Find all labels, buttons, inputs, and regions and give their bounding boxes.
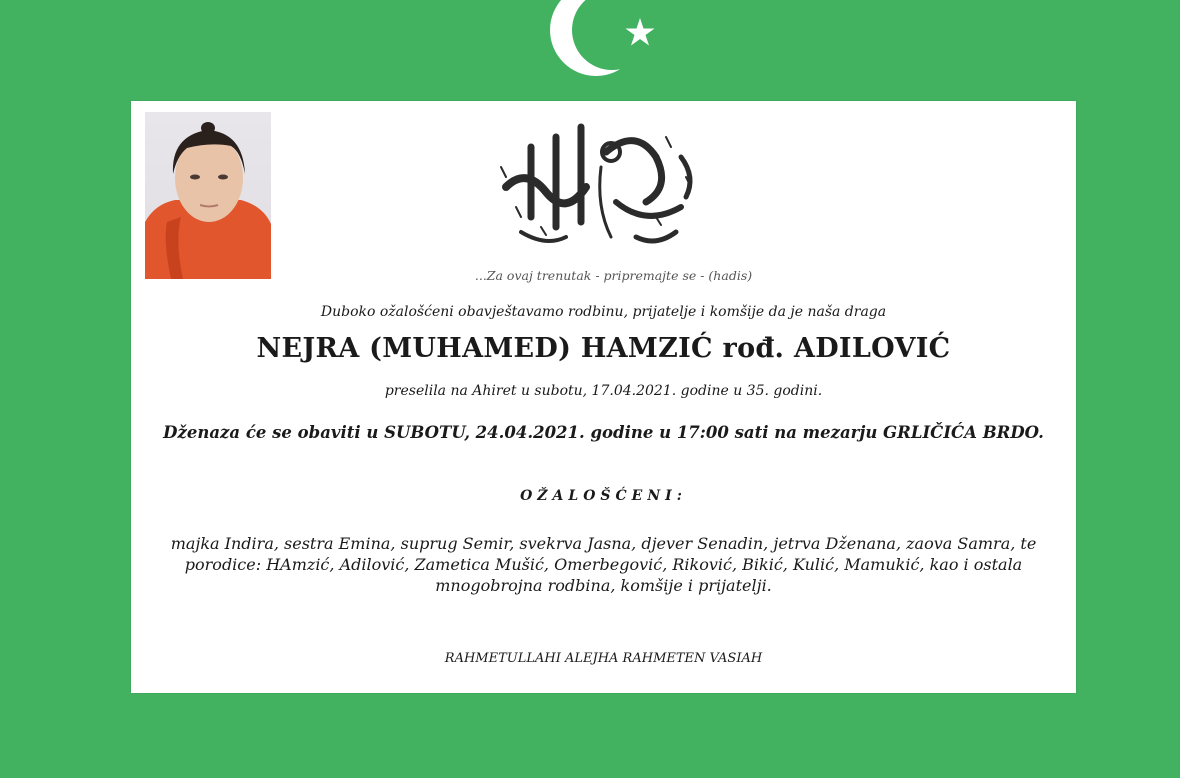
crescent-star-icon (548, 0, 668, 92)
mourners-list: majka Indira, sestra Emina, suprug Semir, svekrva Jasna, djever Senadin, jetrva Dženana, zaova Samra, te porodice: HAmzić, Adilović, Zametica Mušić, Omerbegović, Riković, Bikić, Kulić, Mamukić, kao i ostala mnogobrojna rodbina, komšije i prijatelji. (170, 534, 1037, 595)
deceased-photo (145, 112, 271, 279)
arabic-calligraphy-icon (486, 107, 716, 257)
intro-text: Duboko ožalošćeni obavještavamo rodbinu, prijatelje i komšije da je naša draga (320, 304, 887, 320)
date-of-passing: preselila na Ahiret u subotu, 17.04.2021. godine u 35. godini. (384, 383, 823, 399)
mourners-heading: OŽALOŠĆENI: (520, 488, 687, 504)
deceased-name: NEJRA (MUHAMED) HAMZIĆ rođ. ADILOVIĆ (256, 333, 951, 364)
funeral-details: Dženaza će se obaviti u SUBOTU, 24.04.2021. godine u 17:00 sati na mezarju GRLIČIĆA BRDO. (163, 423, 1044, 442)
portrait-image (145, 112, 271, 279)
closing-prayer: RAHMETULLAHI ALEJHA RAHMETEN VASIAH (444, 651, 763, 666)
obituary-card (131, 101, 1076, 693)
hadis-quote: ...Za ovaj trenutak - pripremajte se - (hadis) (474, 268, 753, 283)
